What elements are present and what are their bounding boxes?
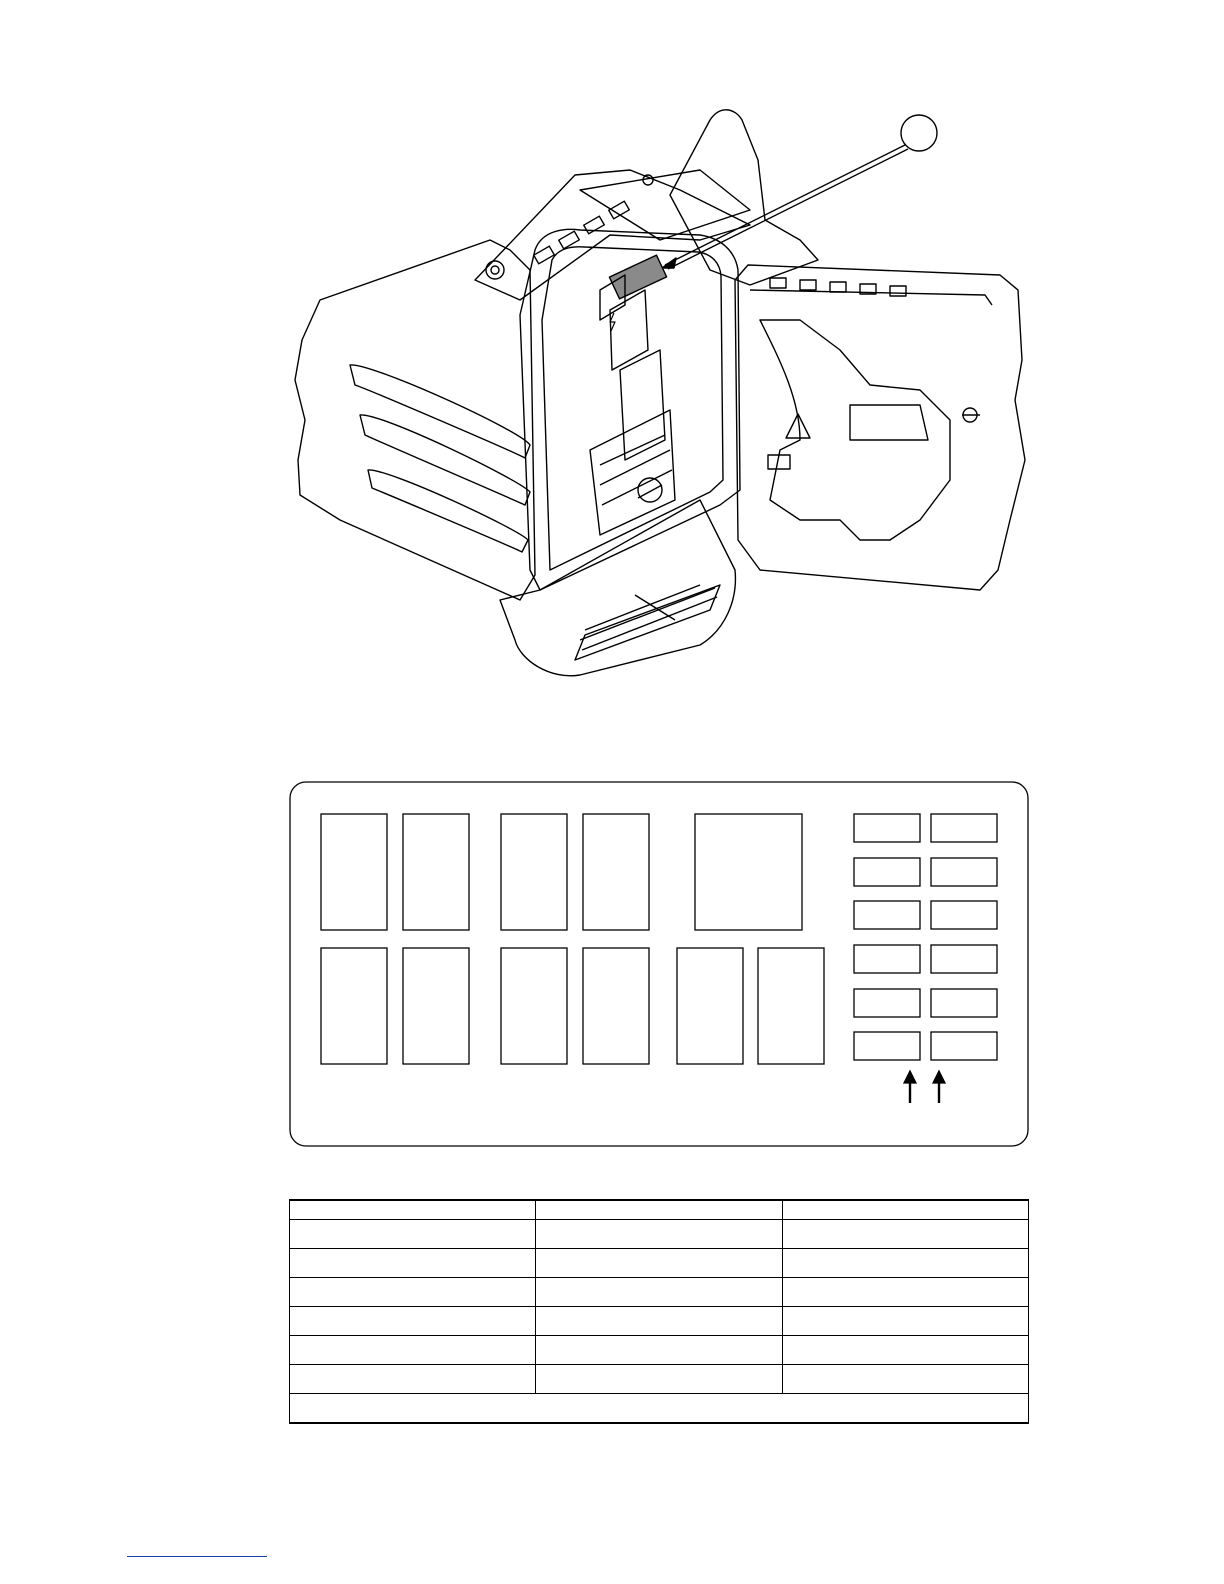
table-cell [290,1249,536,1278]
table-cell [536,1278,782,1307]
fuse-slot [931,901,997,929]
fuse-slot [854,1032,920,1060]
fuse-slot [854,901,920,929]
table-cell [290,1365,536,1394]
footnote-link-rule [127,1556,267,1557]
table-row [290,1365,1029,1394]
table-cell [536,1336,782,1365]
table-cell [782,1249,1028,1278]
table-row [290,1249,1029,1278]
callout-leader-line [665,145,905,265]
table-cell [782,1220,1028,1249]
fuse-box-illustration [280,100,1040,690]
table-row [290,1336,1029,1365]
relay-slot [583,948,649,1064]
fuse-slot [854,814,920,842]
relay-slot [403,948,469,1064]
relay-slot-large [695,814,802,930]
table-cell [290,1307,536,1336]
callout-circle [901,115,937,151]
relay-slot [677,948,743,1064]
fuse-layout-diagram [289,781,1029,1147]
table-cell [536,1307,782,1336]
table-cell [782,1336,1028,1365]
table-cell [536,1249,782,1278]
enclosure-body [295,240,535,600]
table-cell [782,1278,1028,1307]
enclosure-door [735,265,1025,590]
table-cell [782,1365,1028,1394]
top-clips [534,201,630,264]
fuse-slot [931,989,997,1017]
table-header-cell [782,1200,1028,1220]
table-cell [536,1365,782,1394]
fuse-slot [931,858,997,886]
table-cell [536,1220,782,1249]
fuse-slot [931,814,997,842]
highlighted-fuse [609,255,666,299]
fuse-slot [931,1032,997,1060]
table-header-cell [536,1200,782,1220]
table-row [290,1278,1029,1307]
relay-slot [758,948,824,1064]
table-cell [782,1307,1028,1336]
relay-slot [501,814,567,930]
table-cell [290,1336,536,1365]
relay-slot [321,948,387,1064]
table-footnote-row [290,1394,1029,1424]
relay-slot [403,814,469,930]
table-header-row [290,1200,1029,1220]
fuse-slot [854,858,920,886]
relay-slot [501,948,567,1064]
table-header-cell [290,1200,536,1220]
fuse-slot [854,945,920,973]
relay-slot [321,814,387,930]
fuse-slot [931,945,997,973]
table-row [290,1220,1029,1249]
relay-slot [583,814,649,930]
fuse-slot [854,989,920,1017]
table-cell [290,1278,536,1307]
fuse-legend-table [289,1199,1029,1424]
table-footnote [290,1394,1029,1424]
table-row [290,1307,1029,1336]
table-cell [290,1220,536,1249]
